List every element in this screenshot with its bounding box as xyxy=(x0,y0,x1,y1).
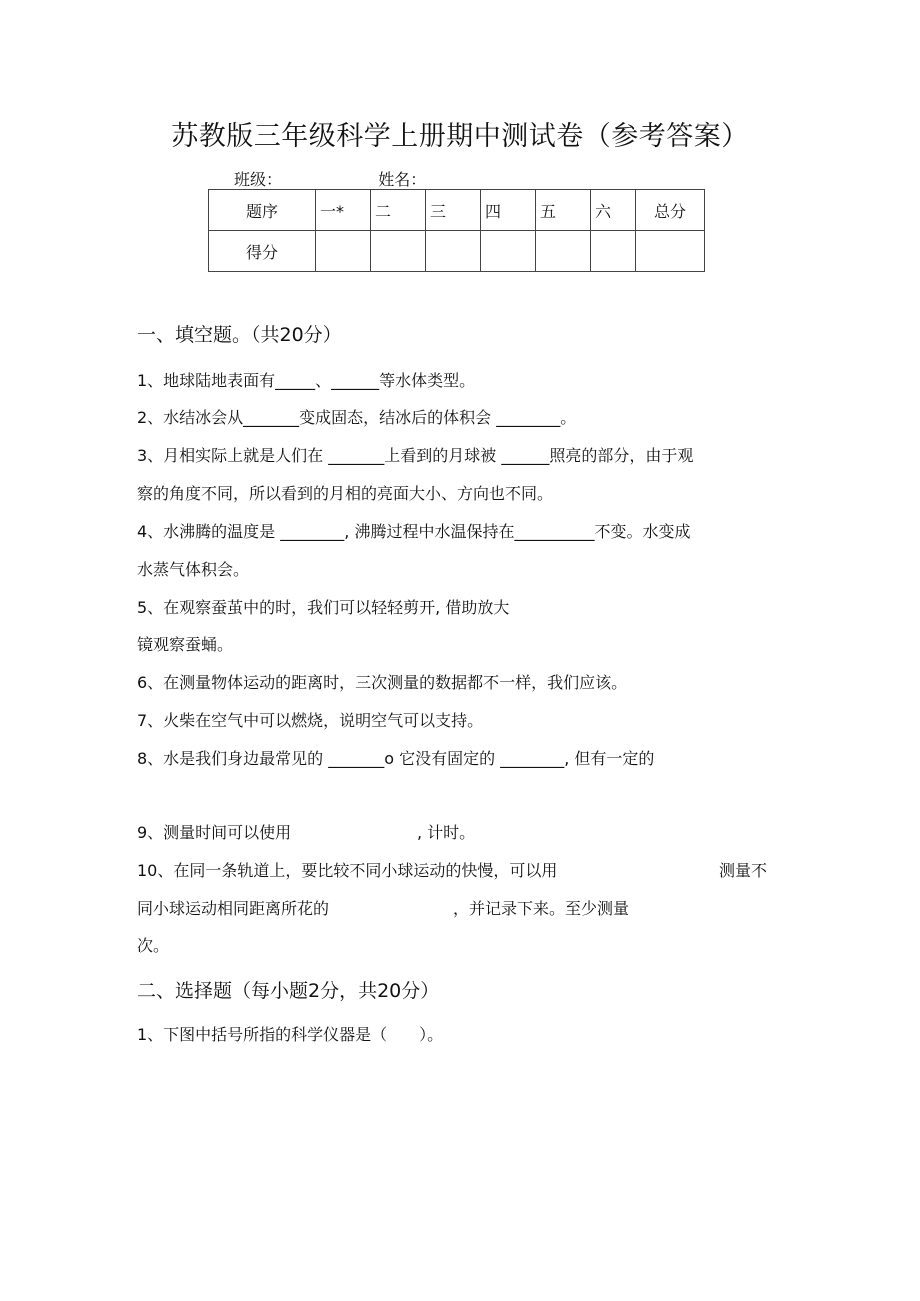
section2-heading: 二、选择题（每小题2分，共20分） xyxy=(137,980,440,1002)
score-input-cell xyxy=(636,231,705,272)
question-line: 8、水是我们身边最常见的 _______o 它没有固定的 ________, 但有一定的 xyxy=(137,749,655,768)
question-line: 同小球运动相同距离所花的 xyxy=(137,899,330,918)
score-table-score-row xyxy=(209,231,705,272)
question-line: 4、水沸腾的温度是 ________, 沸腾过程中水温保持在__________不变。水变成 xyxy=(137,522,691,541)
name-label: 姓名： xyxy=(378,170,427,189)
score-input-cell xyxy=(591,231,636,272)
question-line-tail: , 计时。 xyxy=(417,823,476,842)
question-line: 3、月相实际上就是人们在 _______上看到的月球被 ______照亮的部分，由于观 xyxy=(137,446,694,465)
question-line: 5、在观察蚕茧中的时，我们可以轻轻剪开, 借助放大 xyxy=(137,598,510,617)
page-title: 苏教版三年级科学上册期中测试卷（参考答案） xyxy=(171,121,749,152)
question-line: 9、测量时间可以使用 xyxy=(137,823,292,842)
score-input-cell xyxy=(536,231,591,272)
score-cell: 总分 xyxy=(636,190,705,231)
score-cell: 三 xyxy=(426,190,481,231)
score-input-cell xyxy=(316,231,371,272)
score-cell: 一* xyxy=(316,190,371,231)
question-line: 7、火柴在空气中可以燃烧，说明空气可以支持。 xyxy=(137,711,484,730)
score-cell: 六 xyxy=(591,190,636,231)
score-cell: 四 xyxy=(481,190,536,231)
class-label: 班级： xyxy=(234,170,283,189)
question-line-tail: ，并记录下来。至少测量 xyxy=(453,899,630,918)
score-input-cell xyxy=(371,231,426,272)
question-line: 水蒸气体积会。 xyxy=(137,560,250,579)
score-table xyxy=(208,189,705,272)
score-table-header-row xyxy=(209,190,705,231)
class-blank xyxy=(287,173,373,190)
question-line: 察的角度不同，所以看到的月相的亮面大小、方向也不同。 xyxy=(137,484,554,503)
question-line: 次。 xyxy=(137,936,170,955)
question-line: 10、在同一条轨道上，要比较不同小球运动的快慢，可以用 xyxy=(137,861,558,880)
score-cell: 二 xyxy=(371,190,426,231)
question-line-tail: 测量不 xyxy=(719,861,768,880)
score-input-cell xyxy=(481,231,536,272)
question-line: 镜观察蚕蛹。 xyxy=(137,635,234,654)
student-info-row xyxy=(234,167,569,190)
question-line: 1、地球陆地表面有_____、______等水体类型。 xyxy=(137,371,476,390)
score-input-cell xyxy=(426,231,481,272)
question-line: 1、下图中括号所指的科学仪器是（ ）。 xyxy=(137,1025,444,1044)
question-line: 6、在测量物体运动的距离时，三次测量的数据都不一样，我们应该。 xyxy=(137,673,628,692)
name-blank xyxy=(431,173,569,190)
score-cell: 题序 xyxy=(209,190,316,231)
score-row-label: 得分 xyxy=(209,231,316,272)
section1-heading: 一、填空题。（共20分） xyxy=(137,324,342,346)
score-cell: 五 xyxy=(536,190,591,231)
question-line: 2、水结冰会从_______变成固态，结冰后的体积会 ________。 xyxy=(137,408,577,427)
